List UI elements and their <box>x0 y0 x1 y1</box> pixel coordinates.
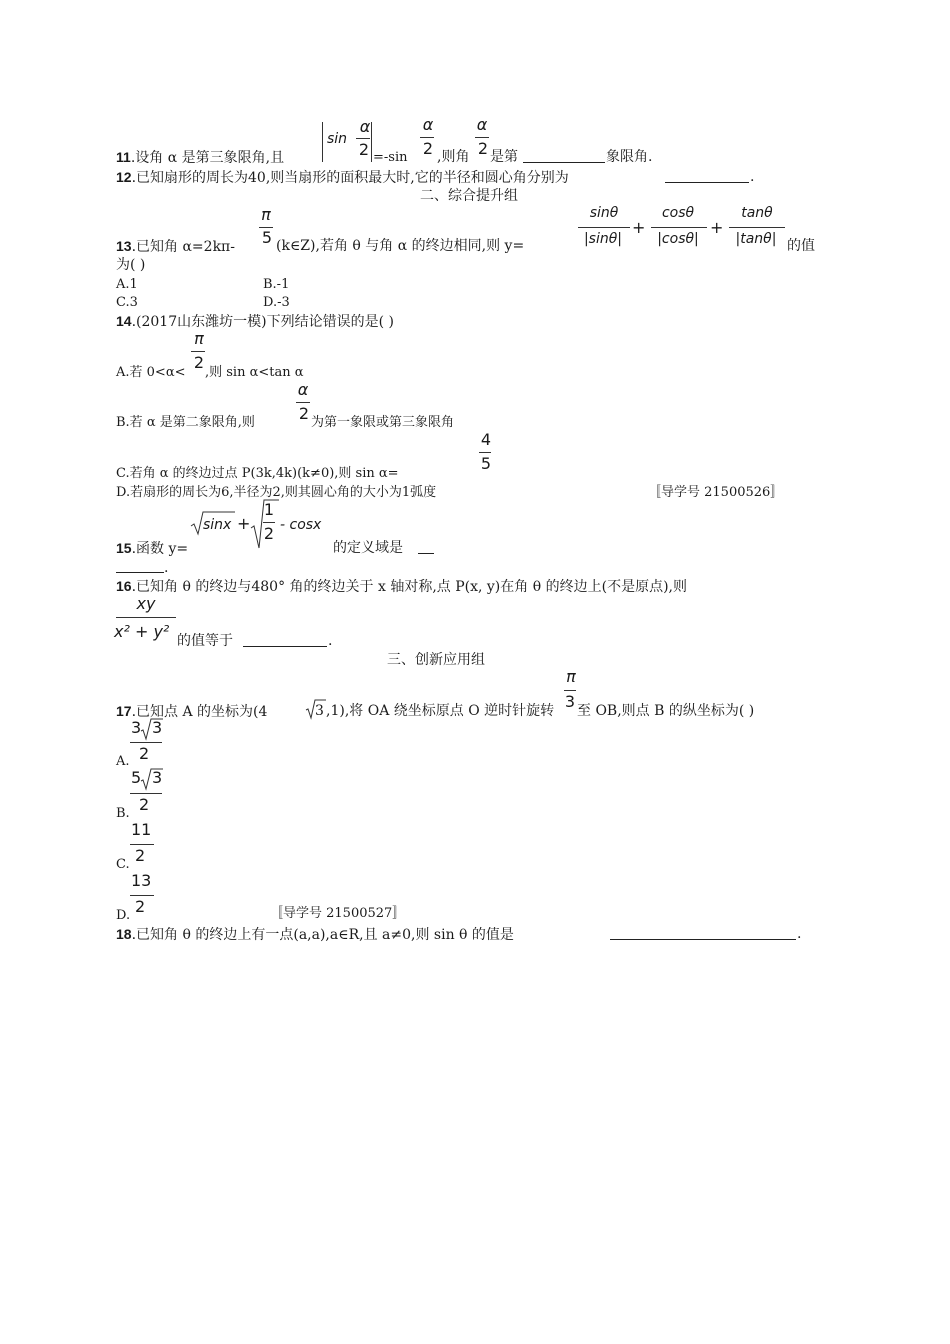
q13-tail: 的值 <box>787 238 815 254</box>
q17-opt-a-den: 2 <box>139 744 150 763</box>
question-12: 12.已知扇形的周长为40,则当扇形的面积最大时,它的半径和圆心角分别为 <box>116 169 569 186</box>
q13-cos-num: cosθ <box>661 205 695 221</box>
q11-two-2: 2 <box>422 139 434 158</box>
q16-answer-blank[interactable] <box>243 634 327 647</box>
section-heading-2: 二、综合提升组 <box>420 188 518 204</box>
q17-option-d[interactable]: D. <box>116 908 131 923</box>
q13-sin-num: sinθ <box>589 205 619 221</box>
q17-text3: 至 OB,则点 B 的纵坐标为( ) <box>577 703 755 719</box>
q11-alpha-frac-1: α <box>359 117 371 136</box>
q17-opt-b-den: 2 <box>139 795 150 814</box>
q11-text3: 是第 <box>490 149 518 165</box>
q14-option-c[interactable]: C.若角 α 的终边过点 P(3k,4k)(k≠0),则 sin α= <box>116 466 399 481</box>
q17-option-a[interactable]: A. <box>116 754 130 769</box>
question-16: 16.已知角 θ 的终边与480° 角的终边关于 x 轴对称,点 P(x, y)在角 θ 的终边上(不是原点),则 <box>116 578 687 595</box>
q12-answer-blank[interactable] <box>665 170 749 183</box>
q17-three: 3 <box>564 692 576 711</box>
q13-cos-den: |cosθ| <box>657 231 699 247</box>
q13-option-a[interactable]: A.1 <box>116 277 138 292</box>
q14-option-d[interactable]: D.若扇形的周长为6,半径为2,则其圆心角的大小为1弧度 <box>116 485 437 500</box>
q14-ref: 〚导学号 21500526〛 <box>648 485 784 500</box>
q15-answer-blank-1[interactable] <box>418 541 434 554</box>
q11-two-1: 2 <box>358 140 370 159</box>
q15-one: 1 <box>263 500 275 519</box>
q17-opt-b-sqrt3: 3 <box>152 768 163 787</box>
q17-ref: 〚导学号 21500527〛 <box>270 906 406 921</box>
q15-end: . <box>164 560 169 576</box>
q16-frac-num: xy <box>136 594 156 613</box>
q14-option-a-tail: ,则 sin α<tan α <box>205 365 304 380</box>
q11-frac-line-3 <box>475 137 489 138</box>
q14-option-b-tail: 为第一象限或第三象限角 <box>311 415 455 430</box>
q14-pi: π <box>194 329 204 348</box>
q15-half-line <box>263 522 275 523</box>
q15-text2: 的定义域是 <box>333 540 403 556</box>
q16-text2: 的值等于 <box>177 633 233 649</box>
q15-sinx: sinx <box>203 517 232 533</box>
section-heading-3: 三、创新应用组 <box>387 652 485 668</box>
q14-option-b[interactable]: B.若 α 是第二象限角,则 <box>116 415 255 430</box>
q11-two-3: 2 <box>477 139 489 158</box>
q17-opt-c-line <box>130 844 154 845</box>
q17-opt-d-num: 13 <box>131 871 152 890</box>
question-17: 17.已知点 A 的坐标为(4 <box>116 703 268 720</box>
question-11: 11.设角 α 是第三象限角,且 <box>116 149 285 166</box>
q14-two-b: 2 <box>298 404 310 423</box>
q13-pi: π <box>261 205 271 224</box>
q17-option-c[interactable]: C. <box>116 857 130 872</box>
q13-option-b[interactable]: B.-1 <box>263 277 290 292</box>
q13-plus-2: + <box>710 218 724 237</box>
q13-option-c[interactable]: C.3 <box>116 295 138 310</box>
q14-five: 5 <box>480 454 492 473</box>
question-14: 14.(2017山东潍坊一模)下列结论错误的是( ) <box>116 313 394 330</box>
q16-frac-den: x² + y² <box>114 622 170 641</box>
q17-opt-a-line <box>130 742 162 743</box>
q17-opt-d-den: 2 <box>135 897 146 916</box>
q13-tan-num: tanθ <box>741 205 773 221</box>
q11-text4: 象限角. <box>606 149 653 165</box>
q13-frac3-line <box>729 227 785 228</box>
q11-alpha-frac-3: α <box>476 115 488 134</box>
q11-frac-line-1 <box>356 138 370 139</box>
q17-opt-c-den: 2 <box>135 846 146 865</box>
q14-option-a[interactable]: A.若 0<α< <box>116 365 186 380</box>
q17-option-b[interactable]: B. <box>116 806 130 821</box>
q11-sin: sin <box>327 131 348 147</box>
q16-frac-line <box>116 617 176 618</box>
q13-option-d[interactable]: D.-3 <box>263 295 290 310</box>
q15-plus: + <box>237 514 251 533</box>
q11-frac-line-2 <box>420 137 434 138</box>
q15-minus-cosx: - cosx <box>280 517 322 533</box>
q12-end: . <box>750 169 755 185</box>
q13-sin-den: |sinθ| <box>583 231 623 247</box>
q15-answer-blank-2[interactable] <box>116 560 164 573</box>
q14-pi2-line <box>191 351 205 352</box>
q13-line2: 为( ) <box>116 257 146 273</box>
q17-opt-d-line <box>130 895 154 896</box>
q17-opt-c-num: 11 <box>131 820 152 839</box>
q17-pi3-line <box>564 690 576 691</box>
q13-tan-den: |tanθ| <box>735 231 777 247</box>
q17-opt-a-num: 3 <box>131 718 142 737</box>
question-15: 15.函数 y= <box>116 540 189 557</box>
q11-eq: =-sin <box>373 150 408 165</box>
q13-frac2-line <box>651 227 707 228</box>
q11-abs-left-bar <box>322 122 323 162</box>
q14-two: 2 <box>193 353 205 372</box>
q11-alpha-frac-2: α <box>422 115 434 134</box>
q17-opt-b-line <box>130 793 162 794</box>
q11-text2: ,则角 <box>437 149 470 165</box>
q14-alpha2-line <box>296 402 310 403</box>
q14-four: 4 <box>480 430 492 449</box>
question-13: 13.已知角 α=2kπ- <box>116 238 235 255</box>
q14-45-line <box>479 452 491 453</box>
q13-plus-1: + <box>632 218 646 237</box>
q13-frac1-line <box>578 227 630 228</box>
q13-five: 5 <box>261 228 273 247</box>
q17-opt-a-sqrt3: 3 <box>152 718 163 737</box>
q18-end: . <box>797 926 802 942</box>
q16-end: . <box>328 633 333 649</box>
q11-abs-right-bar <box>371 122 372 162</box>
q18-answer-blank[interactable] <box>610 927 796 940</box>
q13-text2: (k∈Z),若角 θ 与角 α 的终边相同,则 y= <box>276 238 525 254</box>
q11-answer-blank[interactable] <box>523 150 605 163</box>
q15-two: 2 <box>263 524 275 543</box>
q17-text2: ,1),将 OA 绕坐标原点 O 逆时针旋转 <box>326 703 555 719</box>
question-18: 18.已知角 θ 的终边上有一点(a,a),a∈R,且 a≠0,则 sin θ 的值是 <box>116 926 514 943</box>
q14-alpha: α <box>297 380 309 399</box>
q17-pi: π <box>566 667 576 686</box>
q17-sqrt-3-val: 3 <box>315 703 324 719</box>
q17-opt-b-num: 5 <box>131 768 142 787</box>
